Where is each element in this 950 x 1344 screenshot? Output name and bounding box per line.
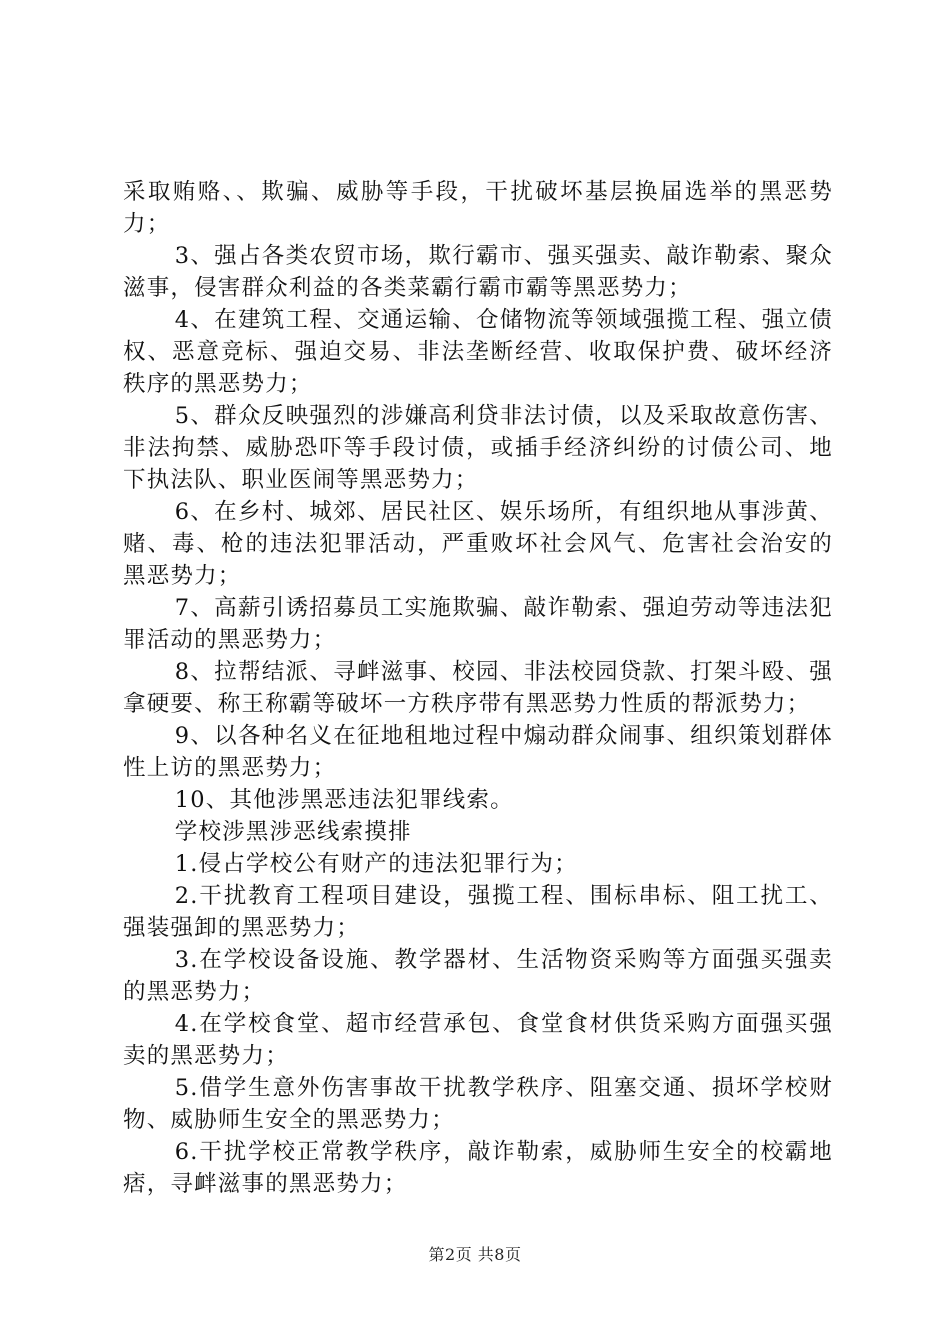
paragraph-item-9: 9、以各种名义在征地租地过程中煽动群众闹事、组织策划群体性上访的黑恶势力； — [123, 723, 833, 781]
paragraph-item-7: 7、高薪引诱招募员工实施欺骗、敲诈勒索、强迫劳动等违法犯罪活动的黑恶势力； — [123, 595, 833, 653]
page-number-footer: 第2页 共8页 — [428, 1245, 522, 1264]
school-item-5: 5.借学生意外伤害事故干扰教学秩序、阻塞交通、损坏学校财物、威胁师生安全的黑恶势力； — [123, 1075, 833, 1133]
section-heading: 学校涉黑涉恶线索摸排 — [174, 819, 412, 845]
school-item-6: 6.干扰学校正常教学秩序，敲诈勒索，威胁师生安全的校霸地痞，寻衅滋事的黑恶势力； — [123, 1139, 833, 1197]
paragraph-item-5: 5、群众反映强烈的涉嫌高利贷非法讨债，以及采取故意伤害、非法拘禁、威胁恐吓等手段讨债，或插手经济纠纷的讨债公司、地下执法队、职业医闹等黑恶势力； — [123, 403, 833, 493]
document-body — [123, 176, 833, 1200]
school-item-1: 1.侵占学校公有财产的违法犯罪行为； — [174, 851, 578, 877]
paragraph-item-3: 3、强占各类农贸市场，欺行霸市、强买强卖、敲诈勒索、聚众滋事，侵害群众利益的各类菜霸行霸市霸等黑恶势力； — [123, 243, 833, 301]
paragraph-continuation: 采取贿赂、、欺骗、威胁等手段，干扰破坏基层换届选举的黑恶势力； — [123, 179, 833, 237]
paragraph-item-4: 4、在建筑工程、交通运输、仓储物流等领域强揽工程、强立债权、恶意竞标、强迫交易、非法垄断经营、收取保护费、破坏经济秩序的黑恶势力； — [123, 307, 833, 397]
paragraph-item-10: 10、其他涉黑恶违法犯罪线索。 — [174, 787, 514, 813]
paragraph-item-8: 8、拉帮结派、寻衅滋事、校园、非法校园贷款、打架斗殴、强拿硬要、称王称霸等破坏一方秩序带有黑恶势力性质的帮派势力； — [123, 659, 833, 717]
school-item-2: 2.干扰教育工程项目建设，强揽工程、围标串标、阻工扰工、强装强卸的黑恶势力； — [123, 883, 833, 941]
school-item-4: 4.在学校食堂、超市经营承包、食堂食材供货采购方面强买强卖的黑恶势力； — [123, 1011, 833, 1069]
school-item-3: 3.在学校设备设施、教学器材、生活物资采购等方面强买强卖的黑恶势力； — [123, 947, 833, 1005]
paragraph-item-6: 6、在乡村、城郊、居民社区、娱乐场所，有组织地从事涉黄、赌、毒、枪的违法犯罪活动，严重败坏社会风气、危害社会治安的黑恶势力； — [123, 499, 833, 589]
